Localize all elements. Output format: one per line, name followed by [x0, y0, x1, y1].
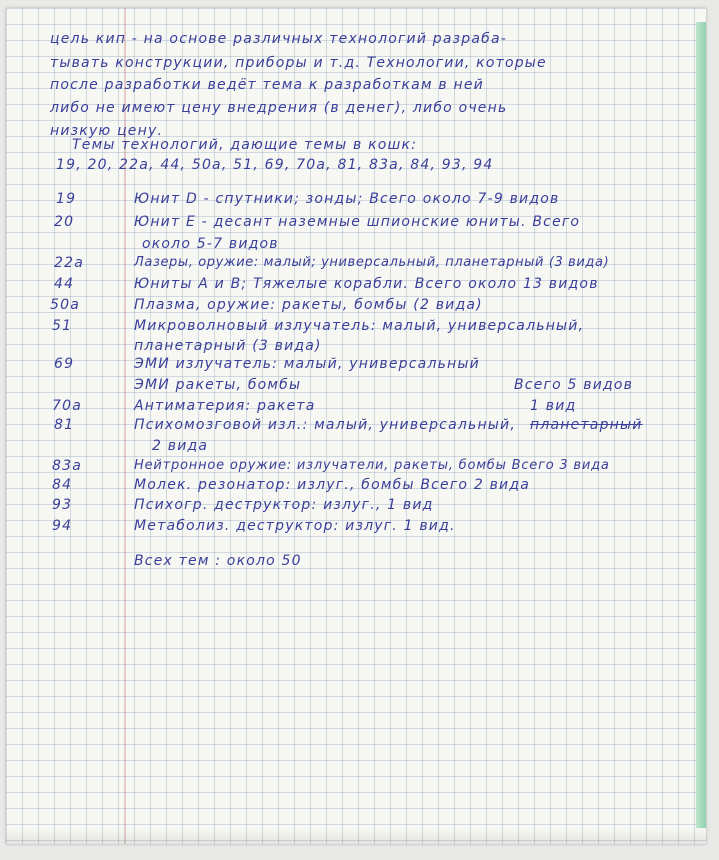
row-text: Юнит Е - десант наземные шпионские юниты. Всего [134, 214, 581, 230]
row-number: 19 [56, 191, 77, 207]
intro-line-6: Темы технологий, дающие темы в кошк: [72, 137, 418, 153]
row-text: Нейтронное оружие: излучатели, ракеты, бомбы Всего 3 вида [134, 458, 610, 473]
intro-line-1: цель кип - на основе различных технологий разраба- [50, 31, 508, 47]
row-text: около 5-7 видов [142, 236, 279, 252]
page-shadow [6, 828, 706, 844]
row-number: 70a [52, 398, 82, 414]
row-number: 44 [54, 276, 75, 292]
side-note-count: 1 вид [530, 398, 577, 414]
intro-line-4: либо не имеют цену внедрения (в денег), либо очень [50, 100, 508, 116]
row-text: Антиматерия: ракета [134, 398, 316, 414]
row-text: Юниты А и В; Тяжелые корабли. Всего около 13 видов [134, 276, 599, 292]
row-number: 81 [54, 417, 75, 433]
total-themes: Всех тем : около 50 [134, 553, 302, 569]
row-text: Психогр. деструктор: излуг., 1 вид [134, 497, 434, 513]
notebook-page [6, 8, 706, 844]
row-number: 50a [50, 297, 80, 313]
row-number: 51 [52, 318, 73, 334]
row-text: Лазеры, оружие: малый; универсальный, планетарный (3 вида) [134, 255, 610, 270]
intro-line-5: низкую цену. [50, 123, 164, 139]
row-text: Психомозговой изл.: малый, универсальный, [134, 417, 517, 433]
row-number: 20 [54, 214, 75, 230]
intro-line-3: после разработки ведёт тема к разработкам в ней [50, 77, 484, 93]
row-text: 2 вида [152, 438, 209, 454]
row-text: ЭМИ ракеты, бомбы [134, 377, 302, 393]
row-number: 84 [52, 477, 73, 493]
side-note-total: Всего 5 видов [514, 377, 634, 393]
row-text: Юнит D - спутники; зонды; Всего около 7-9 видов [134, 191, 560, 207]
row-text: ЭМИ излучатель: малый, универсальный [134, 356, 480, 372]
green-edge [696, 22, 706, 828]
intro-line-2: тывать конструкции, приборы и т.д. Технологии, которые [50, 55, 547, 71]
intro-line-7: 19, 20, 22a, 44, 50a, 51, 69, 70a, 81, 83a, 84, 93, 94 [56, 157, 494, 173]
row-number: 93 [52, 497, 73, 513]
struck-word: планетарный [530, 417, 643, 433]
row-text: Метаболиз. деструктор: излуг. 1 вид. [134, 518, 456, 534]
row-number: 22a [54, 255, 84, 271]
row-text: Плазма, оружие: ракеты, бомбы (2 вида) [134, 297, 483, 313]
row-text: планетарный (3 вида) [134, 338, 322, 354]
row-text: Молек. резонатор: излуг., бомбы Всего 2 вида [134, 477, 531, 493]
row-number: 94 [52, 518, 73, 534]
row-number: 69 [54, 356, 75, 372]
row-text: Микроволновый излучатель: малый, универсальный, [134, 318, 585, 334]
row-number: 83a [52, 458, 82, 474]
